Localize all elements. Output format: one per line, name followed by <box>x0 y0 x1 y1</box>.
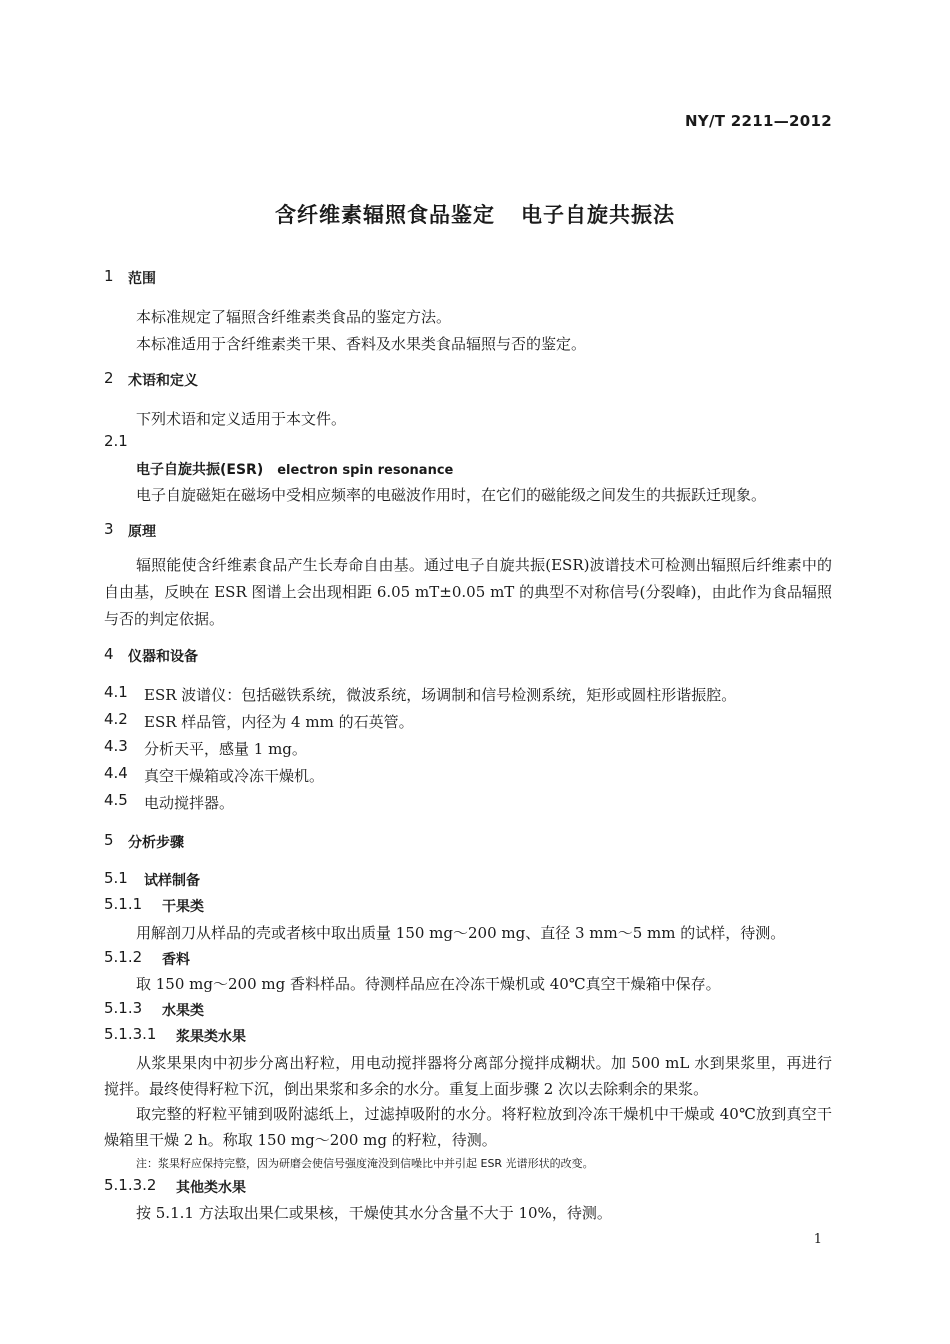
section-2-number: 2 <box>104 369 114 387</box>
section-5-1-3-1-paragraph-1: 从浆果果肉中初步分离出籽粒，用电动搅拌器将分离部分搅拌成糊状。加 500 mL 水到果浆里，再进行搅拌。最终使得籽粒下沉，倒出果浆和多余的水分。重复上面步骤 2 次以去除剩余的果浆。 <box>104 1054 832 1098</box>
term-definition: 电子自旋磁矩在磁场中受相应频率的电磁波作用时，在它们的磁能级之间发生的共振跃迁现象。 <box>136 486 767 504</box>
item-4-5-number: 4.5 <box>104 791 128 809</box>
section-3-number: 3 <box>104 520 114 538</box>
page-number: 1 <box>813 1232 822 1247</box>
standard-code: NY/T 2211—2012 <box>684 112 832 130</box>
section-1-paragraph-1: 本标准规定了辐照含纤维素类食品的鉴定方法。 <box>136 308 452 326</box>
section-4-number: 4 <box>104 645 114 663</box>
item-4-1-text: ESR 波谱仪：包括磁铁系统，微波系统，场调制和信号检测系统，矩形或圆柱形谐振腔。 <box>144 686 737 704</box>
item-4-1-number: 4.1 <box>104 683 128 701</box>
section-5-1-3-1-heading: 浆果类水果 <box>176 1029 246 1045</box>
section-5-1-3-heading: 水果类 <box>162 1003 204 1019</box>
item-4-5-text: 电动搅拌器。 <box>144 794 235 812</box>
section-3-paragraph: 辐照能使含纤维素食品产生长寿命自由基。通过电子自旋共振(ESR)波谱技术可检测出辐照后纤维素中的自由基，反映在 ESR 图谱上会出现相距 6.05 mT±0.05 mT 的典型不对称信号(分裂峰)，由此作为食品辐照与否的判定依据。 <box>104 556 832 628</box>
section-2-1-number: 2.1 <box>104 432 128 450</box>
item-4-3-text: 分析天平，感量 1 mg。 <box>144 740 307 758</box>
term-chinese: 电子自旋共振(ESR) <box>136 462 264 478</box>
section-5-1-3-2-heading: 其他类水果 <box>176 1180 246 1196</box>
section-5-1-3-1-paragraph-2: 取完整的籽粒平铺到吸附滤纸上，过滤掉吸附的水分。将籽粒放到冷冻干燥机中干燥或 40℃放到真空干燥箱里干燥 2 h。称取 150 mg～200 mg 的籽粒，待测。 <box>104 1105 832 1149</box>
item-4-2-number: 4.2 <box>104 710 128 728</box>
section-5-1-3-number: 5.1.3 <box>104 999 143 1017</box>
section-5-1-2-heading: 香料 <box>162 952 190 968</box>
section-2-paragraph: 下列术语和定义适用于本文件。 <box>136 410 347 428</box>
term-english: electron spin resonance <box>277 463 454 478</box>
item-4-2-text: ESR 样品管，内径为 4 mm 的石英管。 <box>144 713 414 731</box>
section-5-heading: 分析步骤 <box>128 835 184 851</box>
term-line <box>136 459 453 479</box>
section-1-paragraph-2: 本标准适用于含纤维素类干果、香料及水果类食品辐照与否的鉴定。 <box>136 335 587 353</box>
section-4-heading: 仪器和设备 <box>128 649 198 665</box>
section-5-1-2-text: 取 150 mg～200 mg 香料样品。待测样品应在冷冻干燥机或 40℃真空干燥箱中保存。 <box>136 975 721 993</box>
title-part-2: 电子自旋共振法 <box>521 203 675 227</box>
item-4-4-number: 4.4 <box>104 764 128 782</box>
section-5-1-number: 5.1 <box>104 869 128 887</box>
section-2-heading: 术语和定义 <box>128 373 198 389</box>
section-5-1-1-heading: 干果类 <box>162 899 204 915</box>
section-1-heading: 范围 <box>128 271 156 287</box>
section-5-1-3-1-note: 注：浆果籽应保持完整，因为研磨会使信号强度淹没到信噪比中并引起 ESR 光谱形状的改变。 <box>136 1157 594 1170</box>
section-5-1-2-number: 5.1.2 <box>104 948 143 966</box>
section-5-1-3-2-text: 按 5.1.1 方法取出果仁或果核，干燥使其水分含量不大于 10%，待测。 <box>136 1204 612 1222</box>
item-4-4-text: 真空干燥箱或冷冻干燥机。 <box>144 767 325 785</box>
section-5-1-heading: 试样制备 <box>144 873 200 889</box>
section-3-heading: 原理 <box>128 524 156 540</box>
document-title <box>0 199 950 229</box>
section-1-number: 1 <box>104 267 114 285</box>
section-5-number: 5 <box>104 831 114 849</box>
section-5-1-3-2-number: 5.1.3.2 <box>104 1176 157 1194</box>
section-5-1-1-number: 5.1.1 <box>104 895 143 913</box>
item-4-3-number: 4.3 <box>104 737 128 755</box>
section-5-1-3-1-number: 5.1.3.1 <box>104 1025 157 1043</box>
section-5-1-1-text: 用解剖刀从样品的壳或者核中取出质量 150 mg～200 mg、直径 3 mm～5 mm 的试样，待测。 <box>136 924 786 942</box>
title-part-1: 含纤维素辐照食品鉴定 <box>275 203 495 227</box>
